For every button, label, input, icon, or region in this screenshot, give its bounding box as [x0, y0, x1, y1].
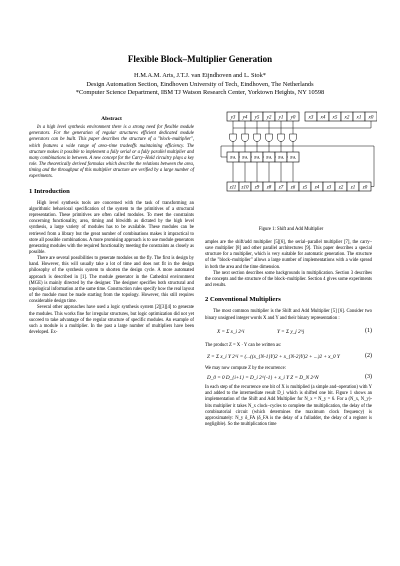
left-column — [29, 116, 194, 336]
x-register-label: x2 — [344, 115, 350, 121]
z-register-label: z3 — [326, 185, 332, 191]
z-register-label: z1 — [350, 185, 356, 191]
figure-1 — [205, 108, 377, 236]
figure-caption: Figure 1: Shift and Add Multiplier — [258, 227, 324, 232]
and-gate-symbol — [278, 134, 285, 142]
x-register-label: x4 — [320, 115, 326, 121]
equation-2 — [205, 351, 372, 364]
z-register-label: z10 — [241, 185, 249, 191]
equation-term: Z = Σ x_i Y 2^i = (...((x_{N-1}Y)2 + x_{N-2}Y)2 + ...)2 + x_0 Y — [207, 353, 340, 360]
full-adder-label: FA — [230, 155, 236, 160]
y-register-label: y2 — [266, 115, 272, 121]
full-adder-label: FA — [290, 155, 296, 160]
z-register-label: z8 — [266, 185, 272, 191]
full-adder-label: FA — [278, 155, 284, 160]
y-register-label: y4 — [242, 115, 248, 121]
equation-term: X = Σ x_i 2^i — [217, 328, 245, 335]
equation-3 — [205, 374, 372, 383]
x-register-label: x0 — [368, 115, 374, 121]
affiliation-line: Design Automation Section, Eindhoven University of Tech, Eindhoven, The Netherlands — [86, 80, 314, 88]
body-paragraph: In each step of the recurrence one bit of X is multiplied (a simple and–operation) with Y and added to the intermediate result D_i which is shifted one bit. Figure 1 shows an implementation of the Shift and Add Multiplier for N_x = N_y = 6. For a (N_x, N_y)-bits multiplier it takes N_x clock–cycles to complete the multiplication, the delay of the combinatorial circuit (which determines the maximum clock frequency) is approximately: N_y δ_FA (δ_FA is the delay of a fulladder, the delay of a register is negligible). So the multiplication time — [205, 385, 372, 427]
and-gate-symbol — [254, 134, 261, 142]
z-register-label: z9 — [254, 185, 260, 191]
y-register-label: y1 — [278, 115, 284, 121]
shift-add-diagram — [205, 108, 377, 226]
equation-number: (3) — [365, 374, 372, 381]
equation-number: (1) — [365, 327, 372, 334]
author-block — [0, 72, 400, 98]
paper-title: Flexible Block–Multiplier Generation — [127, 54, 273, 64]
body-paragraph: The most common multiplier is the Shift and Add Multiplier [5] [6]. Consider two binary unsigned integer words X and Y and their binary representation : — [205, 309, 372, 321]
equation-term: Y = Σ y_j 2^j — [277, 328, 305, 335]
equation-1 — [205, 324, 372, 341]
and-gate-symbol — [290, 134, 297, 142]
z-register-label: z7 — [278, 185, 284, 191]
equation-term: D_0 = 0 D_{i+1} = D_i 2^{-1} + x_i Y Z = D_N 2^N — [207, 375, 319, 382]
and-gate-symbol — [266, 134, 273, 142]
z-register-label: z11 — [229, 185, 237, 191]
x-register-label: x1 — [356, 115, 362, 121]
z-register-label: z4 — [314, 185, 320, 191]
and-gate-symbol — [242, 134, 249, 142]
equation-number: (2) — [365, 352, 372, 359]
body-paragraph: There are several possibilities to generate modules on the fly. The first is design by hand. However, this will usually take a lot of time and does not fit in the design philosophy of the synthesis system to shorten the design cycle. A more automated approach is described in [1]. The module generator in the Cathedral environment (MGE) is mainly directed by the designer. The designer specifies both structural and topological information at the same time. Construction rules specify how the real layout of the module must be made starting from the topology. However, this still requires considerable design time. — [29, 256, 194, 305]
and-gate-symbol — [230, 134, 237, 142]
body-paragraph: Several other approaches have used a logic synthesis system [2][3][4] to generate the modules. This works fine for irregular structures, but logic optimization did not yet succeed to take advantage of the regular structure of specific modules. An example of such a module is a multiplier. In the past a large number of multipliers have been developed. Ex- — [29, 305, 194, 335]
full-adder-label: FA — [254, 155, 260, 160]
body-paragraph: High level synthesis tools are concerned with the task of transforming an algorithmic behavioral specification of the system to the primitives of a structural representation. These primitives are often called modules. To meet the constraints concerning functionality, area, timing and bitwidth as dictated by the high level synthesis, a large variety of modules has to be available. These modules can be retrieved from a library but the great number of combinations makes it impractical to store all possible combinations. A more promising approach is to use module generators generating modules with the required functionality meeting the constraints as closely as possible. — [29, 200, 194, 255]
z-register-label: z5 — [302, 185, 308, 191]
x-register-label: x5 — [332, 115, 338, 121]
full-adder-label: FA — [242, 155, 248, 160]
body-paragraph: amples are the shift/add multiplier [5][6], the serial–parallel multiplier [7], the carry–save multiplier [8] and other parallel architectures [9]. This paper describes a special structure for a multiplier, which is very suitable for automatic generation. The structure of the "block–multiplier" allows a large number of implementations with a wide spread in both the area and the time dimension. — [205, 240, 372, 270]
y-register-label: y3 — [230, 115, 236, 121]
z-register-label: z6 — [290, 185, 296, 191]
y-register-label: y5 — [254, 115, 260, 121]
z-register-label: z0 — [362, 185, 368, 191]
body-paragraph: We may now compute Z by the recurrence: — [205, 365, 286, 371]
right-column — [205, 240, 372, 428]
abstract-heading: Abstract — [101, 116, 122, 122]
abstract-text: In a high level synthesis environment there is a strong need for flexible module generators. For the generation of regular structures efficient dedicated module generators can be built. This paper describes the structure of a "block–multiplier", which features a wide range of area–time tradeoffs maintaining efficiency. The structure makes it possible to implement a fully serial or a fully parallel multiplier and many combinations in between. A new concept for the Carry–Hold circuitry plays a key role. The theoretically derived formulas which describe the relations between the area, timing and the throughput of this multiplier structure are verified by a large number of experiments. — [29, 125, 194, 180]
author-names: H.M.A.M. Arts, J.T.J. van Eijndhoven and L. Stok* — [134, 72, 266, 79]
body-paragraph: The product Z = X · Y can be written as: — [205, 342, 282, 348]
full-adder-label: FA — [266, 155, 272, 160]
section-heading: 2 Conventional Multipliers — [205, 296, 281, 304]
y-register-label: y0 — [290, 115, 296, 121]
body-paragraph: The next section describes some backgrounds in multiplication. Section 3 describes the concepts and the structure of the block–multiplier. Section 4 gives some experiments and results. — [205, 270, 372, 289]
x-register-label: x3 — [308, 115, 314, 121]
z-register-label: z2 — [338, 185, 344, 191]
section-heading: 1 Introduction — [29, 187, 70, 195]
affiliation-line: *Computer Science Department, IBM TJ Watson Research Center, Yorktown Heights, NY 10598 — [75, 89, 325, 97]
